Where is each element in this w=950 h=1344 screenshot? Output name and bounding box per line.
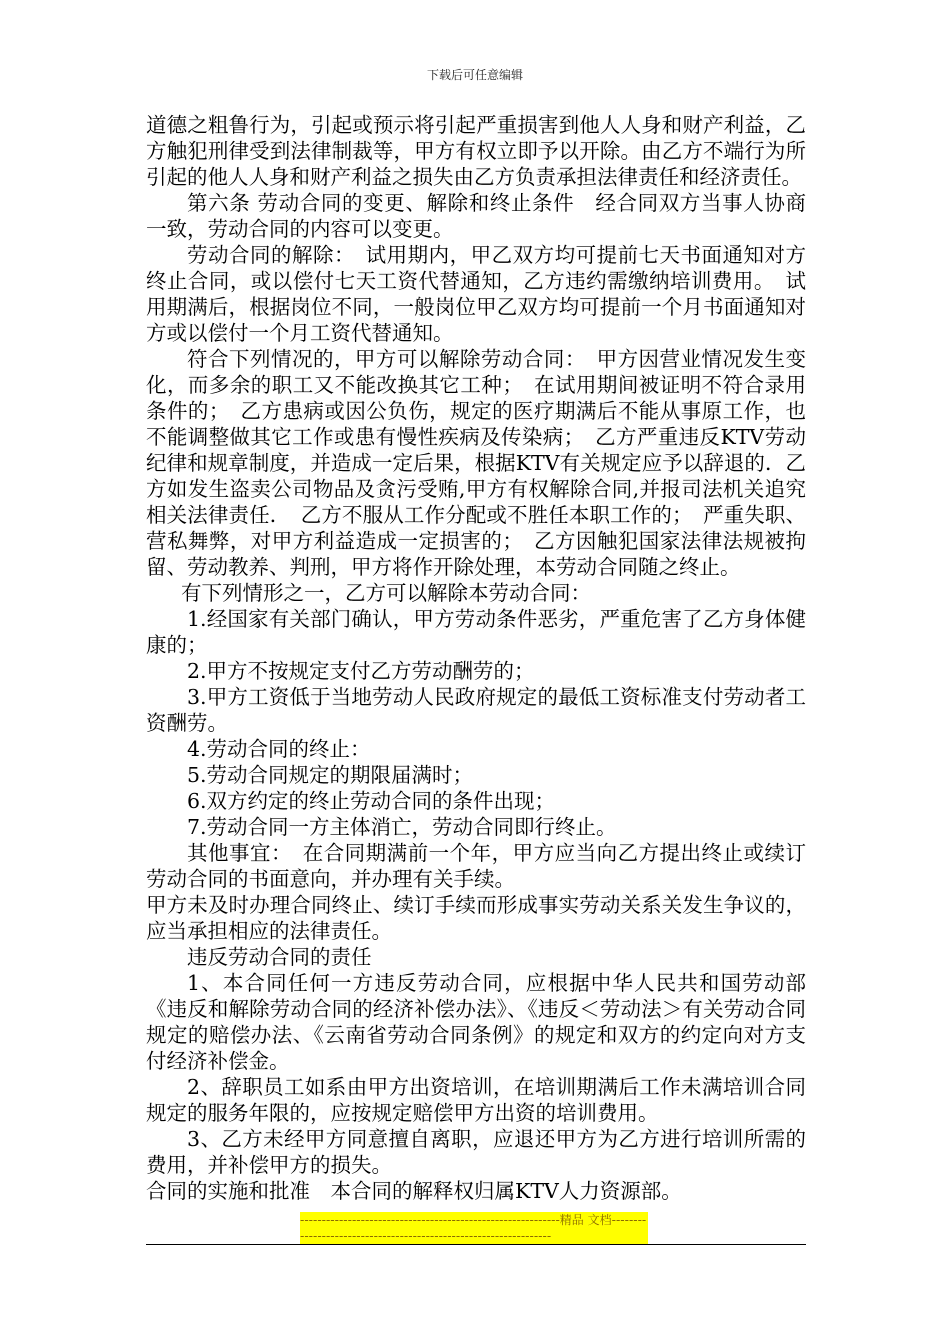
paragraph: 2、辞职员工如系由甲方出资培训，在培训期满后工作未满培训合同规定的服务年限的，应按规定赔偿甲方出资的培训费用。 <box>146 1075 806 1125</box>
list-item: 2.甲方不按规定支付乙方劳动酬劳的； <box>187 659 535 683</box>
footer-divider <box>146 1244 806 1245</box>
paragraph: 道德之粗鲁行为，引起或预示将引起严重损害到他人人身和财产利益，乙方触犯刑律受到法律制裁等，甲方有权立即予以开除。由乙方不端行为所引起的他人人身和财产利益之损失由乙方负责承担法律责任和经济责任。 <box>146 113 806 189</box>
list-item: 5.劳动合同规定的期限届满时； <box>187 763 474 787</box>
paragraph: 其他事宜： 在合同期满前一个年，甲方应当向乙方提出终止或续订劳动合同的书面意向，并办理有关手续。 <box>146 841 806 891</box>
page-header: 下载后可任意编辑 <box>426 68 523 82</box>
paragraph: 合同的实施和批准 本合同的解释权归属KTV人力资源部。 <box>146 1179 682 1203</box>
footer-watermark-highlight: ------------------------------------------------------------精品 文档------------------------------------------------------------------ <box>300 1213 647 1243</box>
list-item: 4.劳动合同的终止： <box>187 737 371 761</box>
list-item: 6.双方约定的终止劳动合同的条件出现； <box>187 789 556 813</box>
document-body <box>146 112 806 1204</box>
list-item: 3.甲方工资低于当地劳动人民政府规定的最低工资标准支付劳动者工资酬劳。 <box>146 685 806 735</box>
section-heading: 违反劳动合同的责任 <box>187 945 372 969</box>
paragraph: 甲方未及时办理合同终止、续订手续而形成事实劳动关系关发生争议的，应当承担相应的法律责任。 <box>146 893 806 943</box>
paragraph: 3、乙方未经甲方同意擅自离职，应退还甲方为乙方进行培训所需的费用，并补偿甲方的损失。 <box>146 1127 806 1177</box>
list-item: 7.劳动合同一方主体消亡，劳动合同即行终止。 <box>187 815 617 839</box>
paragraph: 1、本合同任何一方违反劳动合同，应根据中华人民共和国劳动部《违反和解除劳动合同的经济补偿办法》、《违反＜劳动法＞有关劳动合同规定的赔偿办法、《云南省劳动合同条例》的规定和双方的约定向对方支付经济补偿金。 <box>146 971 806 1073</box>
paragraph: 符合下列情况的，甲方可以解除劳动合同： 甲方因营业情况发生变化，而多余的职工又不能改换其它工种； 在试用期间被证明不符合录用条件的； 乙方患病或因公负伤，规定的医疗期满后不能从事原工作，也不能调整做其它工作或患有慢性疾病及传染病； 乙方严重违反KTV劳动纪律和规章制度，并造成一定后果，根据KTV有关规定应予以辞退的．乙方如发生盗卖公司物品及贪污受贿,甲方有权解除合同,并报司法机关追究相关法律责任． 乙方不服从工作分配或不胜任本职工作的； 严重失职、营私舞弊，对甲方利益造成一定损害的； 乙方因触犯国家法律法规被拘留、劳动教养、判刑，甲方将作开除处理，本劳动合同随之终止。 <box>146 347 806 579</box>
paragraph: 有下列情形之一，乙方可以解除本劳动合同： <box>181 581 591 605</box>
paragraph: 劳动合同的解除： 试用期内，甲乙双方均可提前七天书面通知对方终止合同，或以偿付七天工资代替通知，乙方违约需缴纳培训费用。 试用期满后，根据岗位不同，一般岗位甲乙双方均可提前一个月书面通知对方或以偿付一个月工资代替通知。 <box>146 243 806 345</box>
paragraph: 第六条 劳动合同的变更、解除和终止条件 经合同双方当事人协商一致，劳动合同的内容可以变更。 <box>146 191 806 241</box>
list-item: 1.经国家有关部门确认，甲方劳动条件恶劣，严重危害了乙方身体健康的； <box>146 607 806 657</box>
